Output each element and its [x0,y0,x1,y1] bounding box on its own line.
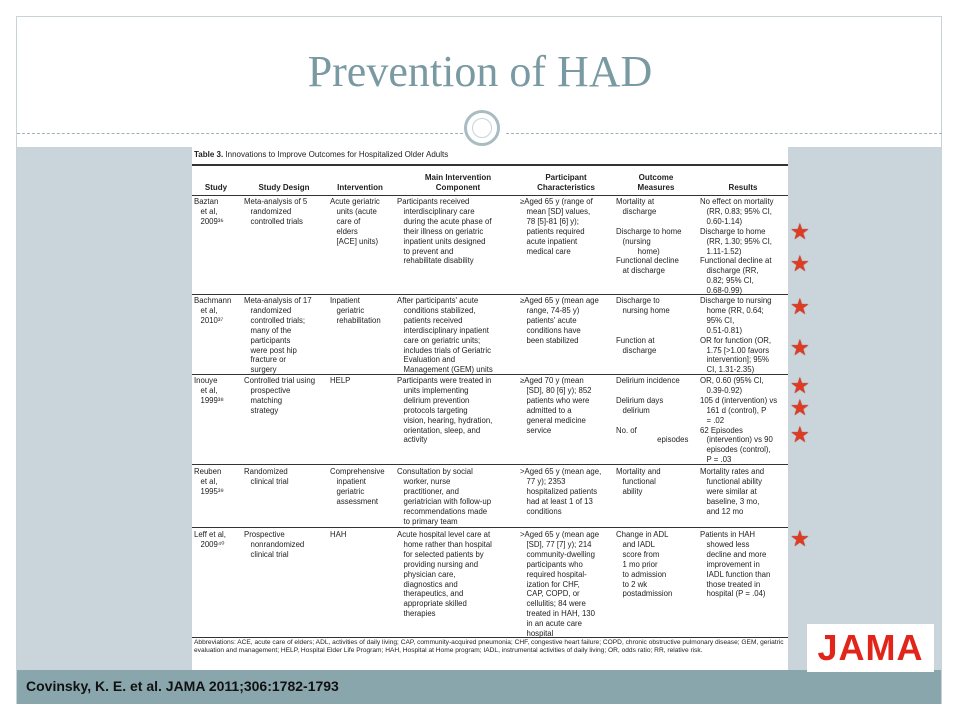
cell-results: No effect on mortality (RR, 0.83; 95% CI, 0.60-1.14) Discharge to home (RR, 1.30; 95% CI, 1.11-1.52) Functional decline at discharge (RR, 0.82; 95% CI, 0.68-0.99) [700,197,774,296]
header-results: Results [728,183,758,192]
cell-outcomes: Mortality and functional ability [616,467,661,496]
header-design: Study Design [258,183,310,192]
cell-design: Meta-analysis of 17 randomized controlled trials; many of the participants were post hip fracture or surgery [244,296,312,375]
cell-component: Consultation by social worker, nurse practitioner, and geriatrician with follow-up recommendations made to primary team [397,467,492,526]
star-icon: ★ [790,251,810,276]
row-rule [192,294,788,295]
star-icon: ★ [790,526,810,551]
cell-design: Meta-analysis of 5 randomized controlled trials [244,197,308,226]
cell-participants: ≥Aged 65 y (range of mean [SD] values, 78 [5]-81 [6] y); patients required acute inpatient medical care [520,197,593,256]
table-caption: Innovations to Improve Outcomes for Hospitalized Older Adults [225,150,449,159]
jama-logo-text: JAMA [817,627,924,668]
divider-circle-inner [472,118,492,138]
cell-component: After participants' acute conditions stabilized, patients received interdisciplinary inpatient care on geriatric units; includes trials of Geriatric Evaluation and Management (GEM) units [397,296,493,375]
table-document [192,146,788,670]
title-divider-left [17,133,463,134]
cell-study: Leff et al, 2009⁴⁰ [194,530,226,549]
table-bottom-rule [192,637,788,638]
star-icon: ★ [790,335,810,360]
citation-text: Covinsky, K. E. et al. JAMA 2011;306:1782-1793 [26,678,339,694]
star-icon: ★ [790,294,810,319]
cell-participants: >Aged 65 y (mean age, 77 y); 2353 hospitalized patients had at least 1 of 13 conditions [520,467,602,516]
cell-results: Patients in HAH showed less decline and more improvement in IADL function than those treated in hospital (P = .04) [700,530,771,599]
table-title [194,150,448,159]
header-component: Main Intervention Component [424,173,492,192]
row-rule [192,374,788,375]
header-rule [192,195,788,196]
jama-logo [807,624,934,672]
cell-intervention: Comprehensive inpatient geriatric assessment [330,467,385,506]
cell-design: Prospective nonrandomized clinical trial [244,530,305,559]
star-icon: ★ [790,219,810,244]
cell-intervention: HELP [330,376,351,385]
cell-outcomes: Delirium incidence Delirium days delirium No. of episodes [616,376,689,445]
cell-design: Controlled trial using prospective matching strategy [244,376,316,415]
slide-title: Prevention of HAD [307,47,653,96]
header-intervention: Intervention [337,183,383,192]
cell-intervention: HAH [330,530,347,539]
cell-results: Mortality rates and functional ability were similar at baseline, 3 mo, and 12 mo [700,467,765,516]
cell-study: Inouye et al, 1999³⁸ [194,376,224,405]
header-participants: Participant Characteristics [537,173,595,192]
cell-outcomes: Discharge to nursing home Function at discharge [616,296,670,355]
cell-participants: ≥Aged 70 y (mean [SD], 80 [6] y); 852 patients who were admitted to a general medicine service [520,376,592,435]
table-top-rule [192,164,788,166]
cell-intervention: Acute geriatric units (acute care of elders [ACE] units) [330,197,380,246]
header-study: Study [204,183,228,192]
row-rule [192,527,788,528]
cell-outcomes: Change in ADL and IADL score from 1 mo prior to admission to 2 wk postadmission [616,530,673,599]
star-icon: ★ [790,373,810,398]
cell-design: Randomized clinical trial [244,467,289,486]
cell-participants: >Aged 65 y (mean age [SD], 77 [7] y); 214 community-dwelling participants who required hospital- ization for CHF, CAP, COPD, or cellulitis; 84 were treated in HAH, 130 in an acute care hospital [520,530,600,639]
cell-outcomes: Mortality at discharge Discharge to home (nursing home) Functional decline at discharge [616,197,682,276]
cell-component: Acute hospital level care at home rather than hospital for selected patients by providing nursing and physician care, diagnostics and therapeutics, and appropriate skilled therapies [397,530,492,619]
cell-component: Participants were treated in units implementing delirium prevention protocols targeting vision, hearing, hydration, orientation, sleep, and activity [397,376,493,445]
row-rule [192,464,788,465]
table-abbreviations: Abbreviations: ACE, acute care of elders; ADL, activities of daily living; CAP, community-acquired pneumonia; CHF, congestive heart failure; COPD, chronic obstructive pulmonary disease; GEM, geriatric evaluation and management; HELP, Hospital Elder Life Program; HAH, Hospital at Home program; IADL, instrumental activities of daily living; OR, odds ratio; RR, relative risk. [194,639,784,655]
cell-study: Reuben et al, 1995³⁹ [194,467,224,496]
cell-results: Discharge to nursing home (RR, 0.64; 95% CI, 0.51-0.81) OR for function (OR, 1.75 [>1.00 favors intervention]; 95% CI, 1.31-2.35) [700,296,772,375]
cell-study: Baztan et al, 2009³⁶ [194,197,224,226]
cell-study: Bachmann et al, 2010³⁷ [194,296,232,325]
header-outcomes: Outcome Measures [637,173,675,192]
title-divider-right [506,133,942,134]
star-icon: ★ [790,395,810,420]
cell-component: Participants received interdisciplinary care during the acute phase of their illness on geriatric inpatient units designed to prevent and rehabilitate disability [397,197,492,266]
table-label: Table 3. [194,150,224,159]
divider-circle-ornament [464,110,500,146]
cell-intervention: Inpatient geriatric rehabilitation [330,296,381,325]
cell-participants: ≥Aged 65 y (mean age range, 74-85 y) patients' acute conditions have been stabilized [520,296,599,345]
cell-results: OR, 0.60 (95% CI, 0.39-0.92) 105 d (intervention) vs 161 d (control), P = .02 62 Episodes (intervention) vs 90 episodes (control), P = .03 [700,376,778,465]
star-icon: ★ [790,422,810,447]
